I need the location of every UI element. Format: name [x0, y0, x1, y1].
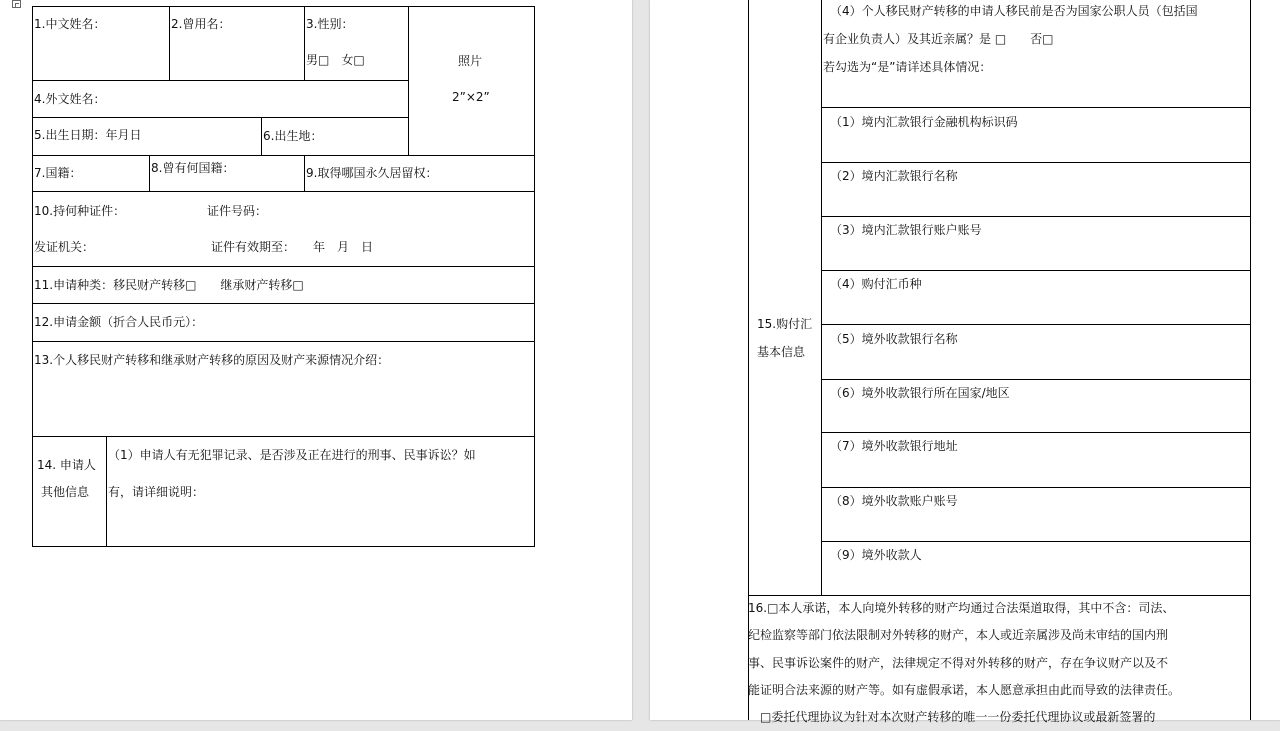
birth-place-label: 6.出生地： [263, 129, 323, 143]
commitment-line: 事、民事诉讼案件的财产，法律规定不得对外转移的财产，存在争议财产以及不 [748, 656, 1169, 670]
permanent-residence-label: 9.取得哪国永久居留权： [306, 166, 438, 180]
foreign-name-label: 4.外文姓名： [34, 92, 106, 106]
application-type-label[interactable]: 11.申请种类：移民财产转移□ 继承财产转移□ [34, 278, 304, 292]
list-item: （5）境外收款银行名称 [830, 332, 958, 346]
purchase-info-label-line2: 基本信息 [757, 345, 806, 359]
list-item: （1）境内汇款银行金融机构标识码 [830, 115, 1018, 129]
list-item: （3）境内汇款银行账户账号 [830, 223, 982, 237]
gender-label: 3.性别： [306, 17, 354, 31]
property-source-label: 13.个人移民财产转移和继承财产转移的原因及财产来源情况介绍： [34, 353, 390, 367]
commitment-line: 能证明合法来源的财产等。如有虚假承诺，本人愿意承担由此而导致的法律责任。 [748, 683, 1181, 697]
commitment-line: □委托代理协议为针对本次财产转移的唯一一份委托代理协议或最新签署的 [748, 710, 1156, 724]
q4-line1: （4）个人移民财产转移的申请人移民前是否为国家公职人员（包括国 [830, 4, 1198, 18]
birth-date-label: 5.出生日期：年月日 [34, 128, 142, 142]
table-move-handle-icon[interactable] [12, 0, 21, 8]
list-item: （4）购付汇币种 [830, 277, 922, 291]
id-type-label: 10.持何种证件： [34, 204, 126, 218]
criminal-record-question-line2: 有，请详细说明： [108, 485, 205, 499]
nationality-label: 7.国籍： [34, 166, 82, 180]
q4-line2[interactable]: 有企业负责人）及其近亲属？是 □ 否□ [823, 32, 1054, 46]
applicant-other-info-line1: 14. 申请人 [37, 458, 96, 472]
id-valid-until-label: 证件有效期至： 年 月 日 [211, 240, 374, 254]
list-item: （2）境内汇款银行名称 [830, 169, 958, 183]
former-name-label: 2.曾用名： [171, 17, 231, 31]
q4-line3: 若勾选为“是”请详述具体情况： [823, 60, 992, 74]
list-item: （6）境外收款银行所在国家/地区 [830, 386, 1010, 400]
commitment-line: 16.□本人承诺，本人向境外转移的财产均通过合法渠道取得，其中不含：司法、 [748, 601, 1175, 615]
criminal-record-question-line1: （1）申请人有无犯罪记录、是否涉及正在进行的刑事、民事诉讼？如 [108, 448, 476, 462]
issuing-authority-label: 发证机关： [34, 240, 95, 254]
application-amount-label: 12.申请金额（折合人民币元）： [34, 315, 204, 329]
applicant-other-info-line2: 其他信息 [41, 485, 90, 499]
former-nationality-label: 8.曾有何国籍： [151, 161, 235, 175]
photo-label: 照片 [458, 54, 483, 68]
photo-size-label: 2”×2” [452, 90, 490, 104]
commitment-line: 纪检监察等部门依法限制对外转移的财产，本人或近亲属涉及尚未审结的国内刑 [748, 628, 1169, 642]
list-item: （7）境外收款银行地址 [830, 439, 958, 453]
list-item: （9）境外收款人 [830, 548, 922, 562]
purchase-info-label-line1: 15.购付汇 [757, 317, 813, 331]
id-number-label: 证件号码： [207, 204, 268, 218]
chinese-name-label: 1.中文姓名： [34, 17, 106, 31]
list-item: （8）境外收款账户账号 [830, 494, 958, 508]
gender-options[interactable]: 男□ 女□ [306, 53, 365, 67]
